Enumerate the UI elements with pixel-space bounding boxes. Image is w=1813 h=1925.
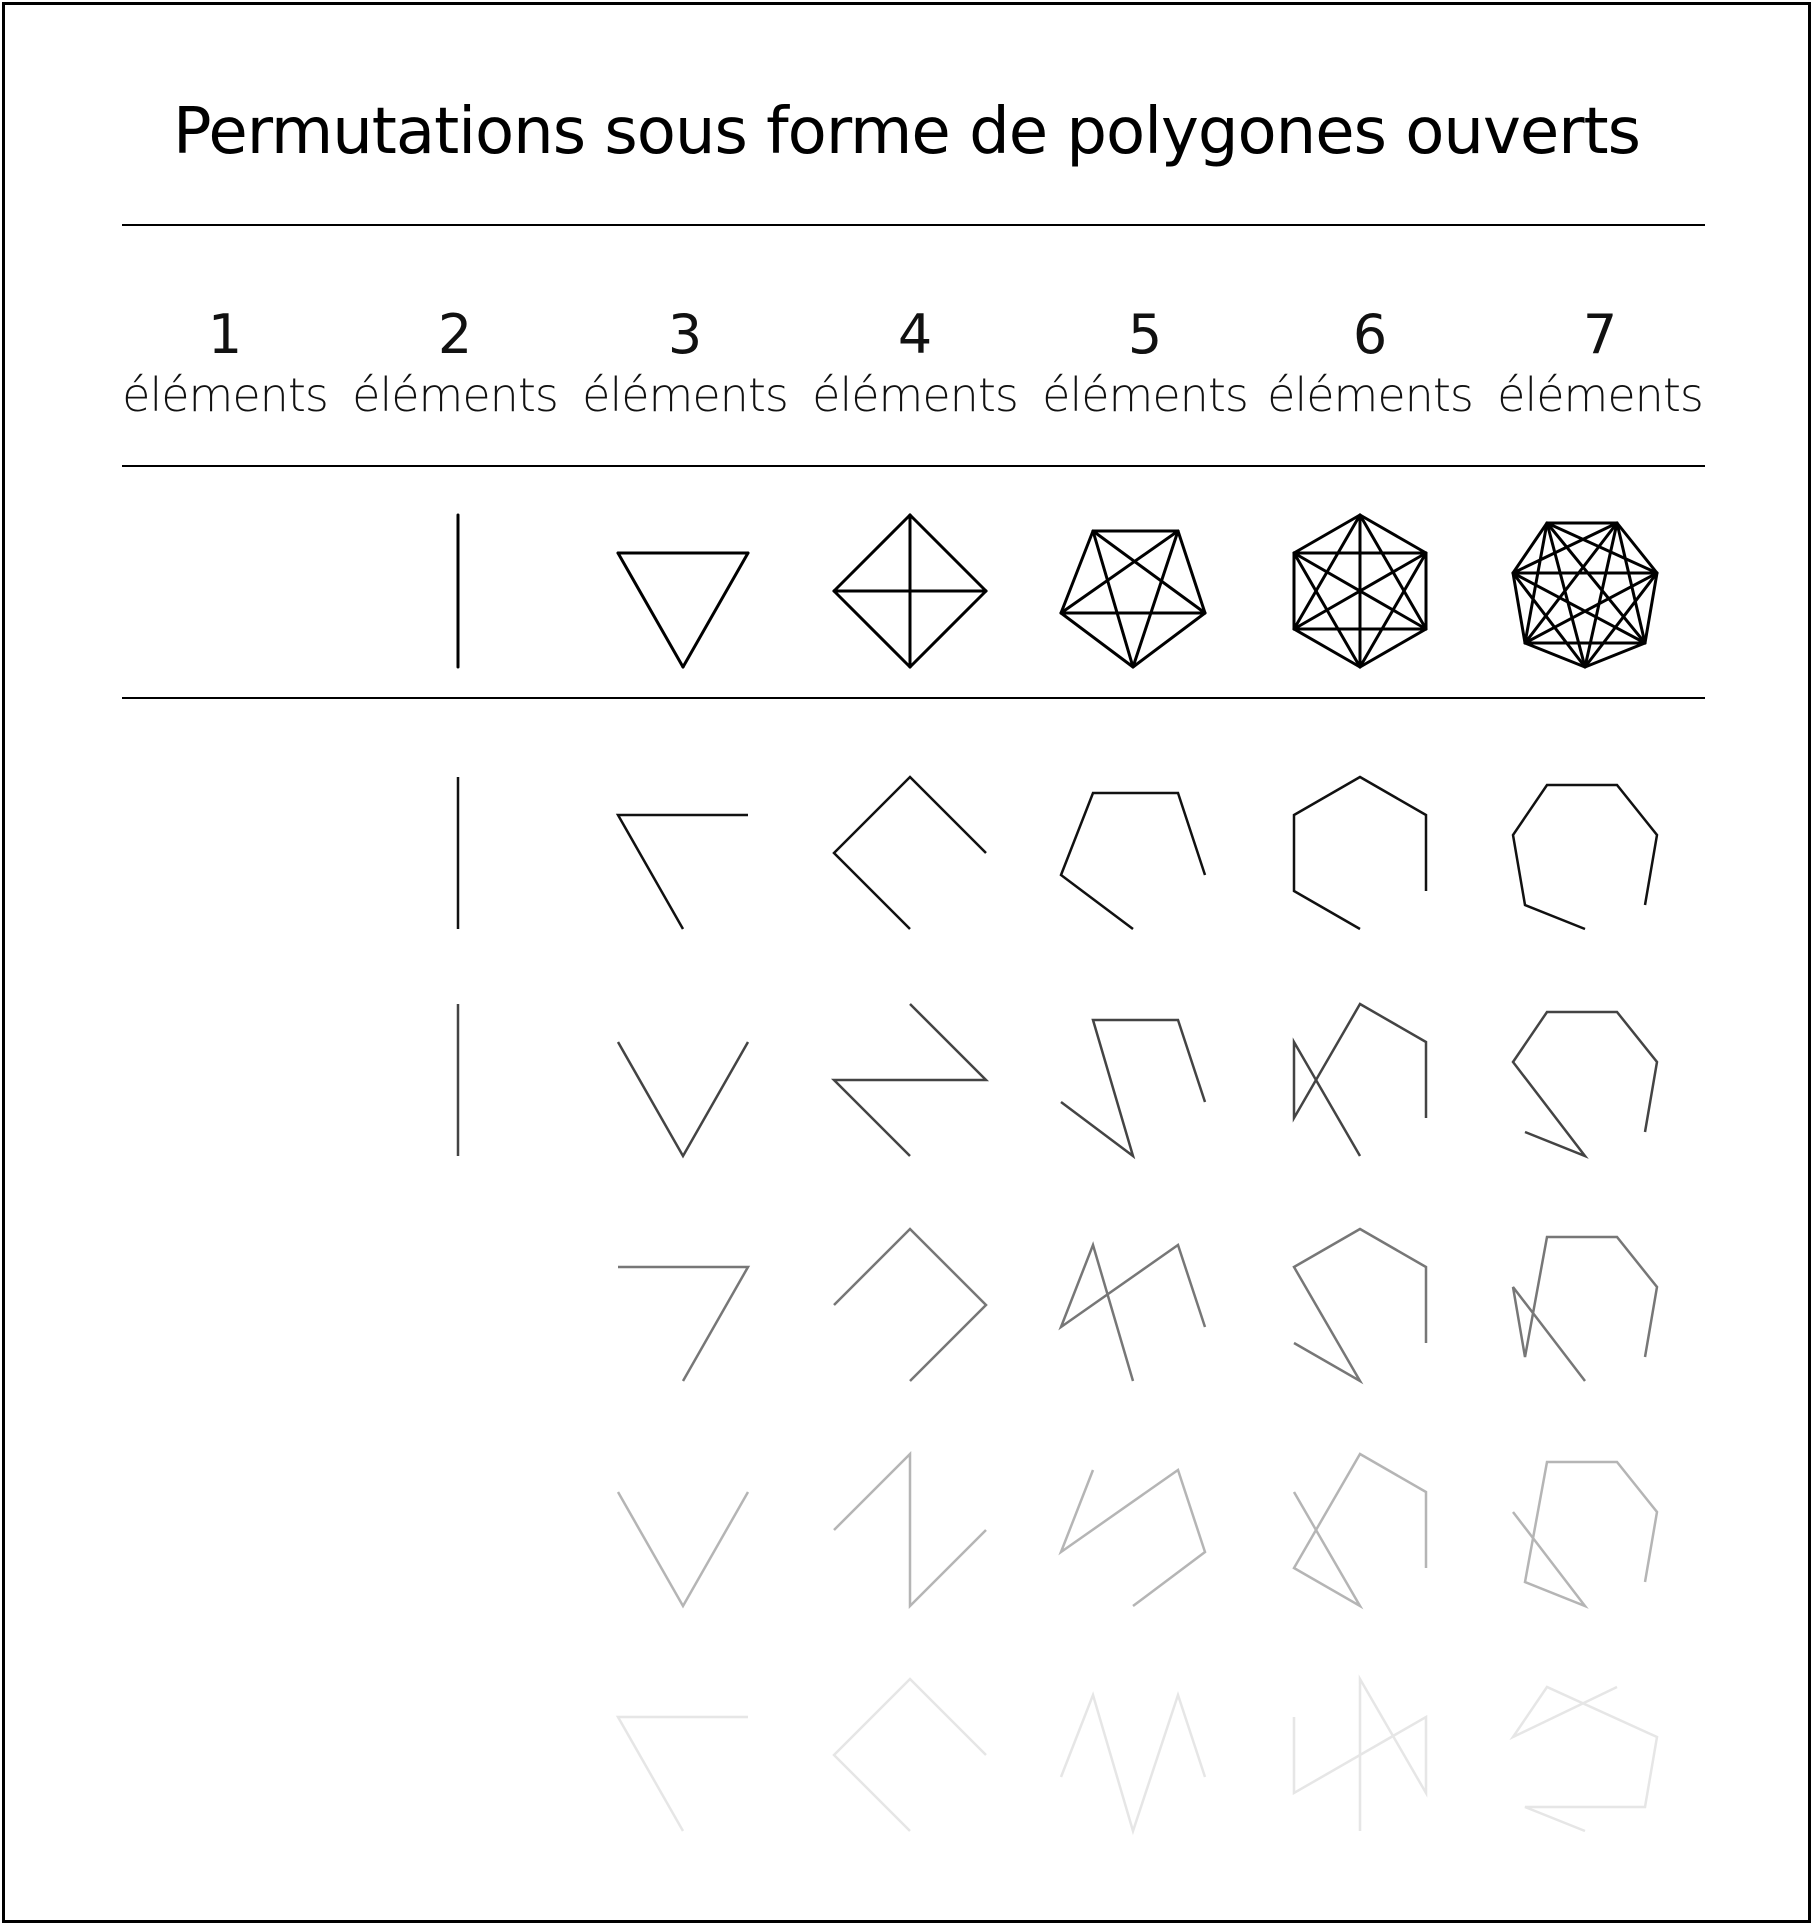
column-number: 6	[1352, 303, 1388, 366]
complete-graph-edge	[1645, 573, 1657, 643]
permutation-polygon	[834, 1229, 986, 1381]
column-word: éléments	[352, 368, 558, 422]
permutation-polygon	[1513, 785, 1657, 929]
column-number: 5	[1127, 303, 1163, 366]
permutation-polygon	[1294, 777, 1426, 929]
permutation-polygon	[834, 1004, 986, 1156]
permutation-polygon	[834, 777, 986, 929]
permutation-polygon	[1294, 1229, 1426, 1381]
permutation-polygon	[1061, 793, 1205, 929]
complete-graph-edge	[1513, 573, 1525, 643]
column-word: éléments	[1497, 368, 1703, 422]
permutation-polygon	[618, 1717, 748, 1831]
column-number: 7	[1582, 303, 1618, 366]
permutation-polygon	[1061, 1020, 1205, 1156]
column-number: 1	[207, 303, 243, 366]
column-number: 3	[667, 303, 703, 366]
column-word: éléments	[812, 368, 1018, 422]
column-word: éléments	[1267, 368, 1473, 422]
permutation-polygon	[1513, 1462, 1657, 1606]
permutation-polygon	[618, 815, 748, 929]
complete-graph-edge	[683, 553, 748, 667]
permutation-polygon	[1061, 1695, 1205, 1831]
permutation-polygon	[1294, 1679, 1426, 1831]
complete-graph-edge	[910, 591, 986, 667]
permutation-polygon	[618, 1492, 748, 1606]
permutation-polygon	[1061, 1470, 1205, 1606]
column-word: éléments	[122, 368, 328, 422]
complete-graph-edge	[834, 591, 910, 667]
complete-graph-edge	[618, 553, 683, 667]
column-word: éléments	[1042, 368, 1248, 422]
permutation-polygon	[1513, 1237, 1657, 1381]
column-number: 4	[897, 303, 933, 366]
complete-graph-edge	[1178, 531, 1205, 613]
permutation-polygon	[618, 1042, 748, 1156]
column-number: 2	[437, 303, 473, 366]
permutation-polygon	[1513, 1687, 1657, 1831]
complete-graph-edge	[910, 515, 986, 591]
complete-graph-edge	[834, 515, 910, 591]
permutation-polygon	[834, 1679, 986, 1831]
complete-graph-edge	[1133, 531, 1178, 667]
permutation-polygon	[1061, 1245, 1205, 1381]
permutation-polygon	[1294, 1004, 1426, 1156]
complete-graph-edge	[1133, 613, 1205, 667]
permutation-polygon	[834, 1454, 986, 1606]
complete-graph-edge	[1093, 531, 1205, 613]
complete-graph-edge	[1093, 531, 1133, 667]
permutation-polygon	[1513, 1012, 1657, 1156]
complete-graph-edge	[1061, 613, 1133, 667]
diagram-title: Permutations sous forme de polygones ouverts	[173, 95, 1640, 169]
column-word: éléments	[582, 368, 788, 422]
permutation-polygon	[618, 1267, 748, 1381]
permutation-polygon	[1294, 1454, 1426, 1606]
